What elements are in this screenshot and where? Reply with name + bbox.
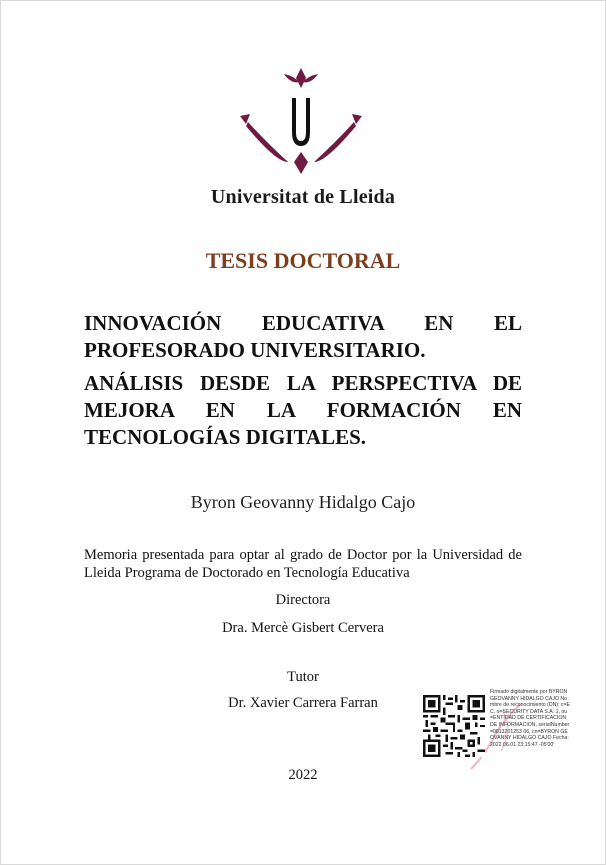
thesis-type: TESIS DOCTORAL	[205, 248, 401, 273]
signature-text: Firmado digitalmente por BYRON GEOVANNY HIDALGO CAJO Nombre de reconocimiento (DN): c=EC, o=SECURITY DATA S.A. 1, ou=ENTIDAD DE CERTIFICACION DE INFORMACION, serialNumber=0813201253 06, cn=BYRON GEOVANNY HIDALGO CAJO Fecha: 2022.06.01 23:15:47 -05'00'	[490, 689, 571, 748]
tutor-role: Tutor	[287, 669, 319, 685]
director-name: Dra. Mercè Gisbert Cervera	[222, 620, 384, 636]
digital-signature	[423, 689, 571, 769]
thesis-title	[84, 310, 522, 451]
author-name: Byron Geovanny Hidalgo Cajo	[190, 492, 416, 512]
year: 2022	[288, 767, 318, 783]
university-logo	[236, 66, 366, 178]
title-line-2: ANÁLISIS DESDE LA PERSPECTIVA DE MEJORA EN LA FORMACIÓN EN TECNOLOGÍAS DIGITALES.	[84, 371, 522, 449]
university-name: Universitat de Lleida	[210, 186, 396, 208]
memoria-statement: Memoria presentada para optar al grado de Doctor por la Universidad de Lleida Programa de Doctorado en Tecnología Educativa	[84, 547, 522, 581]
tutor-name: Dr. Xavier Carrera Farran	[228, 695, 378, 711]
director-role: Directora	[275, 592, 331, 608]
qr-code	[423, 695, 485, 757]
title-line-1: INNOVACIÓN EDUCATIVA EN EL PROFESORADO UNIVERSITARIO.	[84, 311, 522, 362]
